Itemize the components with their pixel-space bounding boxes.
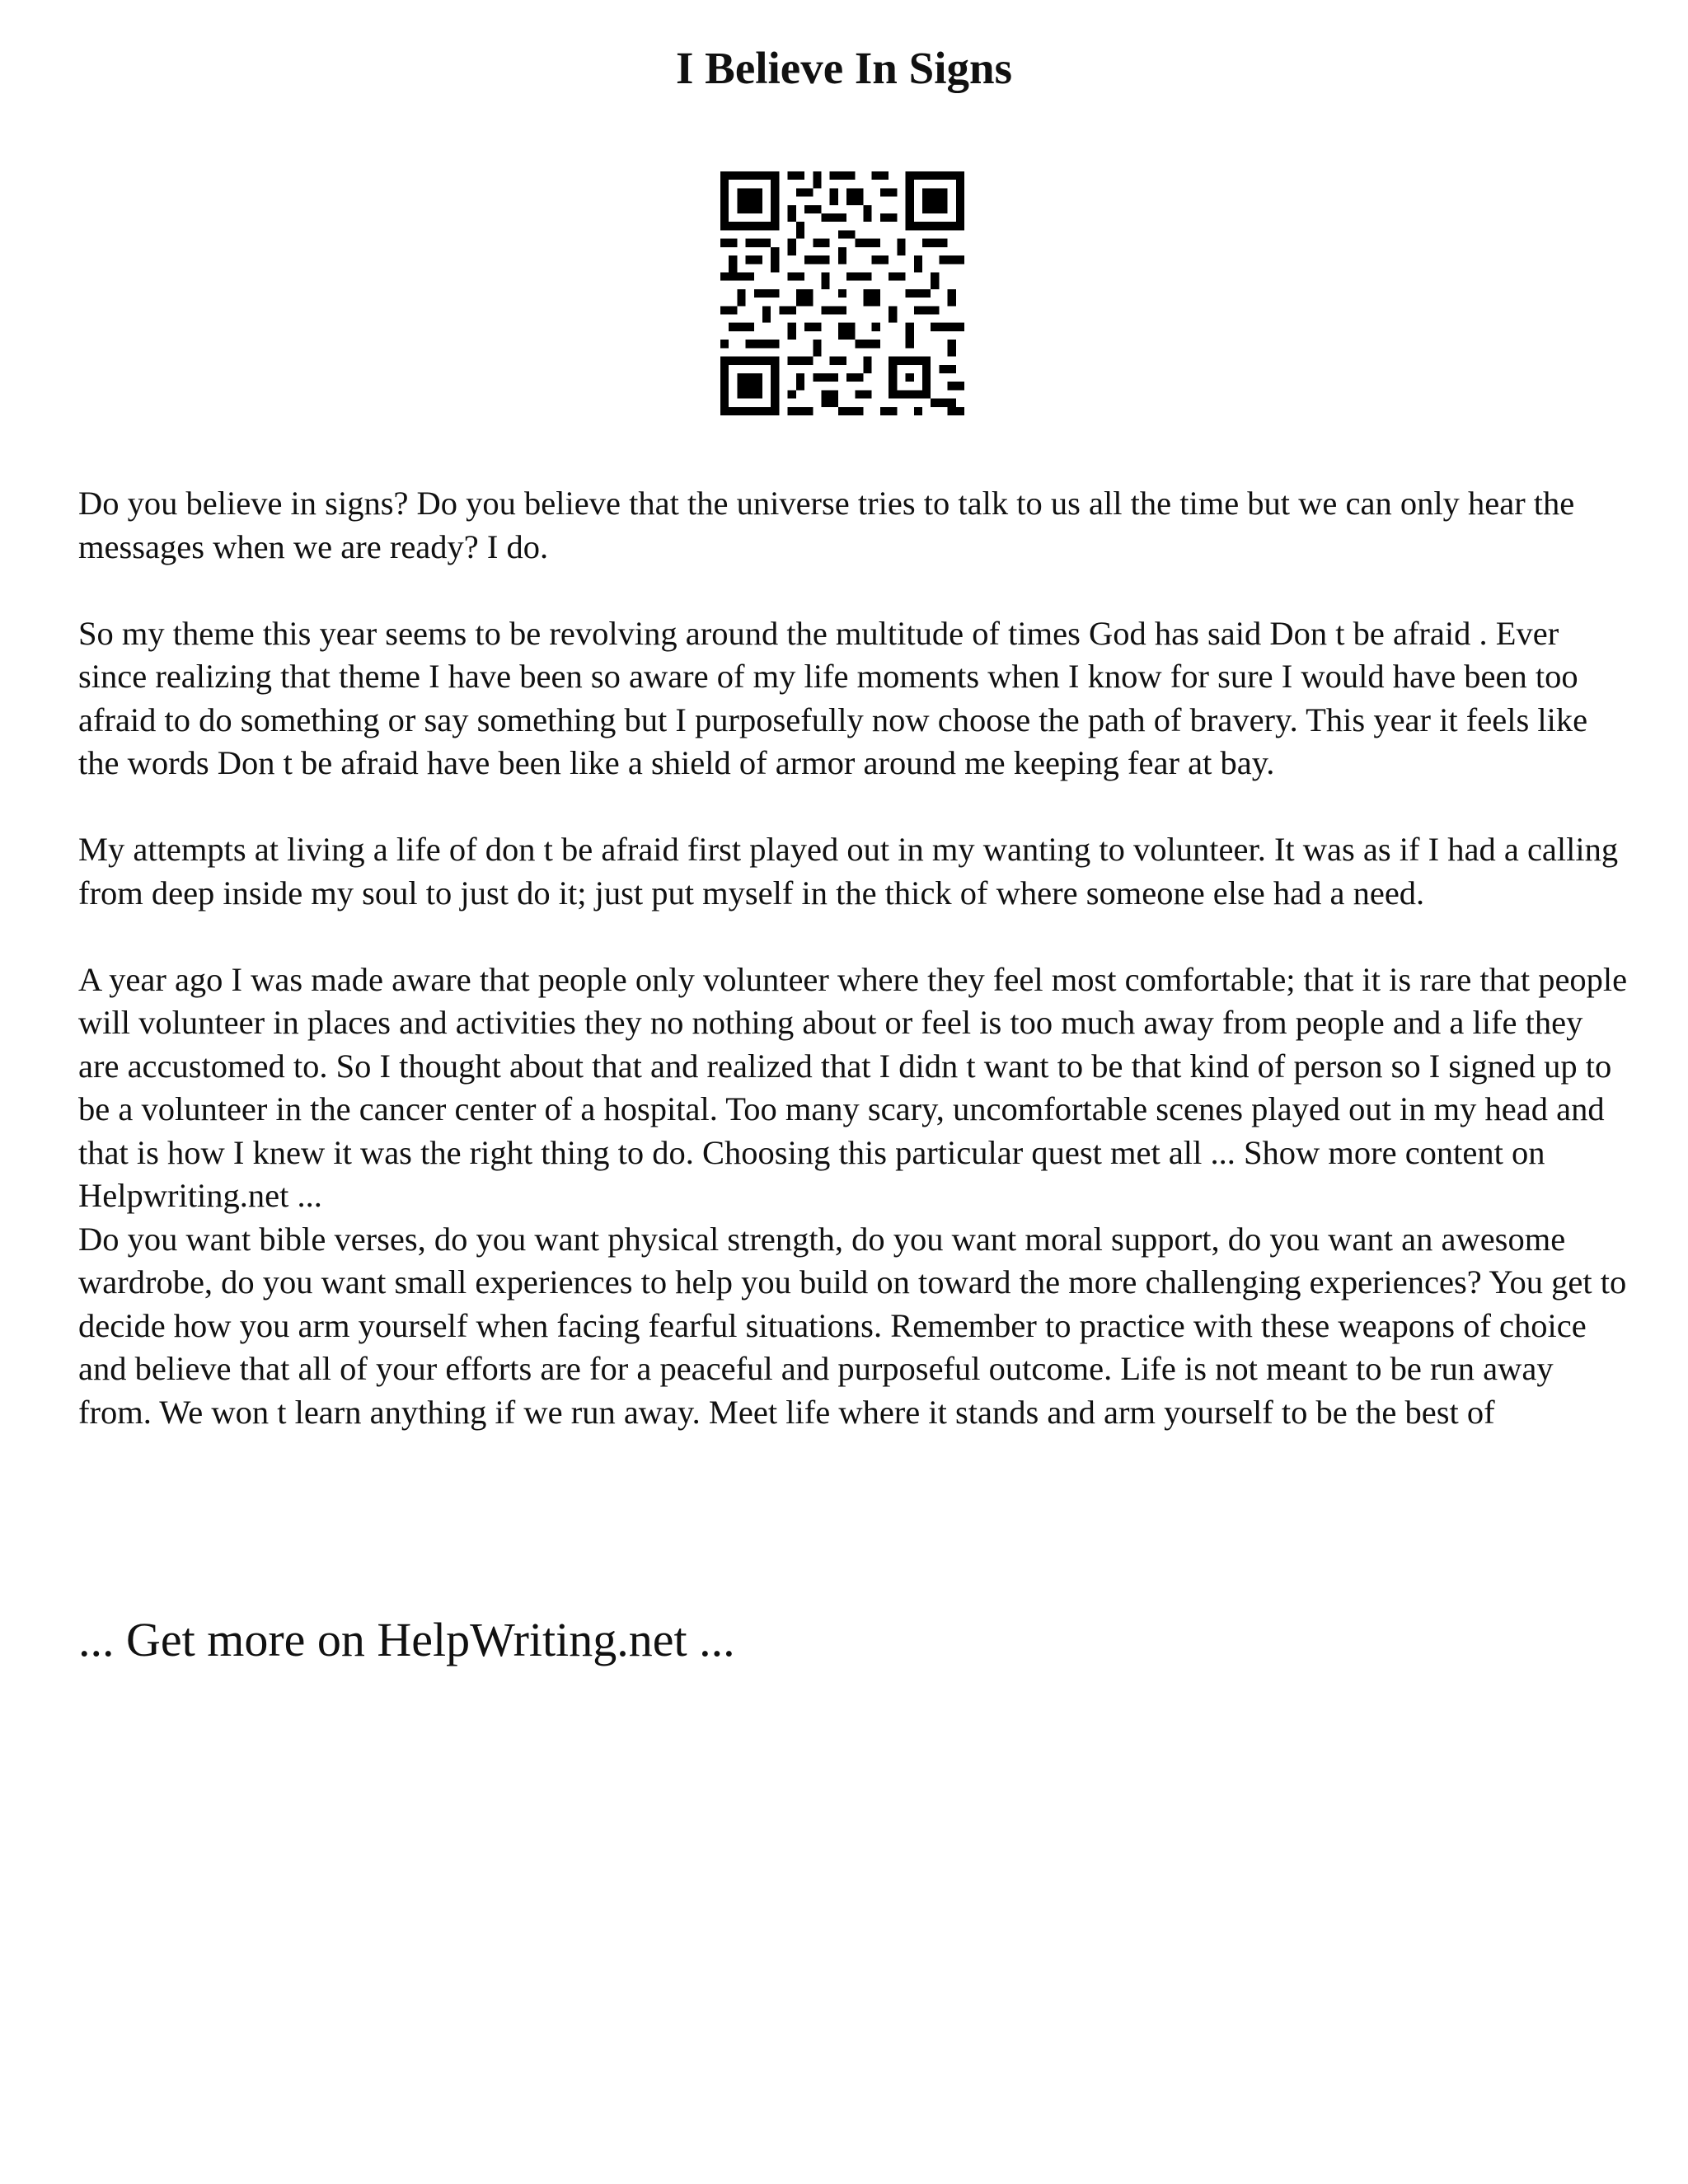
get-more-link[interactable]: ... Get more on HelpWriting.net ... <box>78 1613 735 1666</box>
paragraph-5: Do you want bible verses, do you want physical strength, do you want moral support, do you want an awesome wardrobe, do you want small experiences to help you build on toward the more challenging experiences? You get to decide how you arm yourself when facing fearful situations. Remember to practice with these weapons of choice and believe that all of your efforts are for a peaceful and purposeful outcome. Life is not meant to be run away from. We won t learn anything if we run away. Meet life where it stands and arm yourself to be the best of <box>78 1220 1627 1431</box>
paragraph-1: Do you believe in signs? Do you believe that the universe tries to talk to us all the time but we can only hear the messages when we are ready? I do. <box>78 485 1575 565</box>
show-more-link[interactable]: Show more content on Helpwriting.net ... <box>78 1133 1545 1214</box>
article-body <box>78 482 1628 1434</box>
qr-code-icon <box>720 171 964 415</box>
paragraph-4-text: A year ago I was made aware that people only volunteer where they feel most comfortable; that it is rare that people will volunteer in places and activities they no nothing about or feel is too much away from people and a life they are accustomed to. So I thought about that and realized that I didn t want to be that kind of person so I signed up to be a volunteer in the cancer center of a hospital. Too many scary, uncomfortable scenes played out in my head and that is how I knew it was the right thing to do. Choosing this particular quest met all ... <box>78 960 1628 1171</box>
paragraph-2: So my theme this year seems to be revolving around the multitude of times God has said Don t be afraid . Ever since realizing that theme I have been so aware of my life moments when I know for sure I would have been too afraid to do something or say something but I purposefully now choose the path of bravery. This year it feels like the words Don t be afraid have been like a shield of armor around me keeping fear at bay. <box>78 614 1588 781</box>
paragraph-3: My attempts at living a life of don t be afraid first played out in my wanting to volunteer. It was as if I had a calling from deep inside my soul to just do it; just put myself in the thick of where someone else had a need. <box>78 831 1619 912</box>
page-title: I Believe In Signs <box>676 43 1012 93</box>
paragraph-4 <box>78 958 1628 1218</box>
